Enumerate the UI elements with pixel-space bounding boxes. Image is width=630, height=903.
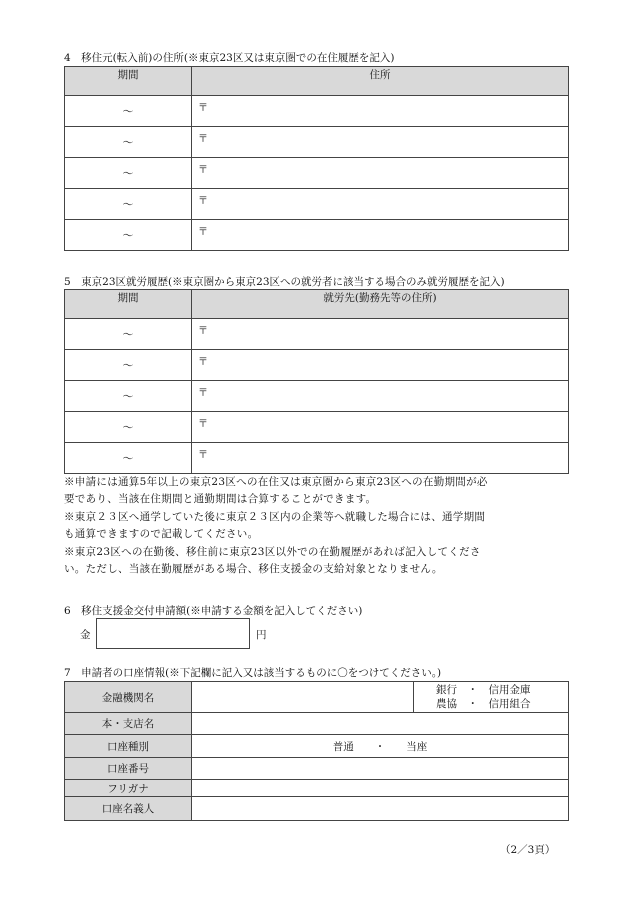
amount-prefix: 金	[80, 629, 91, 641]
note-line: ※東京23区への在勤後、移住前に東京23区以外での在勤履歴があれば記入してくださ	[64, 545, 481, 558]
bank-name-label: 金融機関名	[65, 682, 192, 713]
account-number-label: 口座番号	[65, 758, 192, 780]
work-history-table	[64, 289, 569, 474]
residence-history-table	[64, 66, 569, 251]
workplace-cell[interactable]: 〒	[192, 412, 569, 443]
section4-title: 4 移住元(転入前)の住所(※東京23区又は東京圏での在住履歴を記入)	[64, 52, 395, 64]
address-cell[interactable]: 〒	[192, 158, 569, 189]
notes-block	[64, 474, 574, 578]
period-cell[interactable]: ～	[65, 443, 192, 474]
branch-input[interactable]	[192, 713, 569, 735]
period-cell[interactable]: ～	[65, 127, 192, 158]
bank-account-table	[64, 681, 569, 821]
workplace-cell[interactable]: 〒	[192, 443, 569, 474]
amount-suffix: 円	[256, 629, 267, 641]
period-header: 期間	[65, 290, 192, 319]
note-line: も通算できますので記載してください。	[64, 528, 259, 541]
address-cell[interactable]: 〒	[192, 96, 569, 127]
page-number: （2／3頁）	[500, 844, 556, 856]
period-cell[interactable]: ～	[65, 158, 192, 189]
address-cell[interactable]: 〒	[192, 127, 569, 158]
bank-types-line2: 農協 ・ 信用組合	[436, 698, 531, 710]
amount-input[interactable]	[96, 618, 250, 649]
period-cell[interactable]: ～	[65, 350, 192, 381]
bank-name-input[interactable]	[192, 682, 414, 713]
account-type-options[interactable]: 普通 ・ 当座	[192, 735, 569, 758]
period-cell[interactable]: ～	[65, 189, 192, 220]
account-holder-input[interactable]	[192, 797, 569, 821]
period-header: 期間	[65, 67, 192, 96]
branch-label: 本・支店名	[65, 713, 192, 735]
note-line: ※申請には通算5年以上の東京23区への在住又は東京圏から東京23区への在勤期間が必	[64, 476, 488, 488]
furigana-input[interactable]	[192, 780, 569, 797]
section7-title: 7 申請者の口座情報(※下記欄に記入又は該当するものに〇をつけてください。)	[64, 667, 442, 679]
address-cell[interactable]: 〒	[192, 189, 569, 220]
period-cell[interactable]: ～	[65, 96, 192, 127]
account-type-label: 口座種別	[65, 735, 192, 758]
section6-title: 6 移住支援金交付申請額(※申請する金額を記入してください)	[64, 605, 363, 617]
furigana-label: フリガナ	[65, 780, 192, 797]
bank-type-options[interactable]	[414, 682, 569, 713]
account-number-input[interactable]	[192, 758, 569, 780]
period-cell[interactable]: ～	[65, 220, 192, 251]
workplace-cell[interactable]: 〒	[192, 319, 569, 350]
bank-types-line1: 銀行 ・ 信用金庫	[436, 684, 531, 696]
address-cell[interactable]: 〒	[192, 220, 569, 251]
note-line: 要であり、当該在住期間と通勤期間は合算することができます。	[64, 493, 377, 506]
address-header: 住所	[192, 67, 569, 96]
period-cell[interactable]: ～	[65, 412, 192, 443]
account-holder-label: 口座名義人	[65, 797, 192, 821]
workplace-cell[interactable]: 〒	[192, 350, 569, 381]
workplace-cell[interactable]: 〒	[192, 381, 569, 412]
note-line: ※東京２３区へ通学していた後に東京２３区内の企業等へ就職した場合には、通学期間	[64, 510, 486, 523]
period-cell[interactable]: ～	[65, 381, 192, 412]
workplace-header: 就労先(勤務先等の住所)	[192, 290, 569, 319]
note-line: い。ただし、当該在勤履歴がある場合、移住支援金の支給対象となりません。	[64, 563, 443, 576]
period-cell[interactable]: ～	[65, 319, 192, 350]
section5-title: 5 東京23区就労履歴(※東京圏から東京23区への就労者に該当する場合のみ就労履歴を記入)	[64, 276, 505, 288]
